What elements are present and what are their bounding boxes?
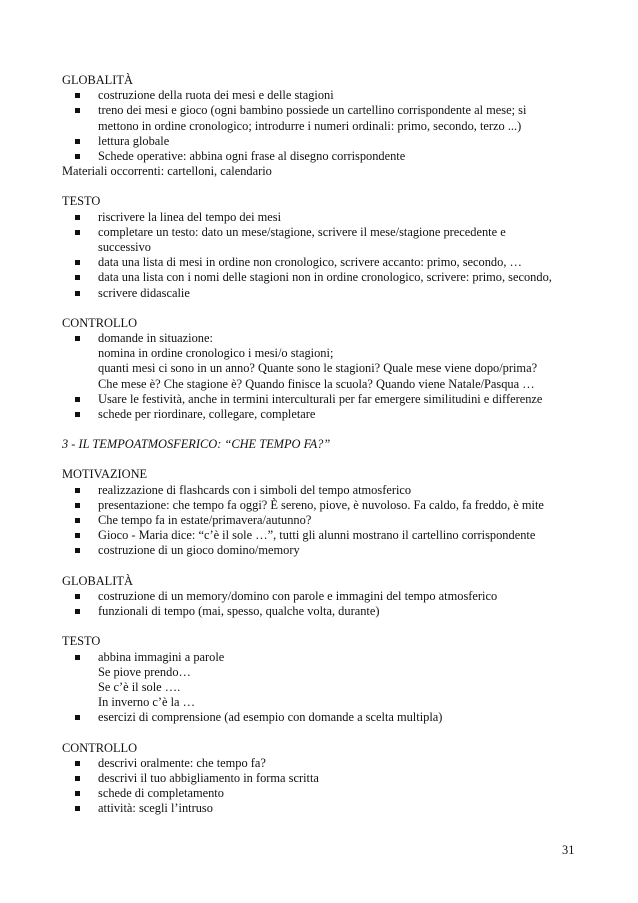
list-item-text: domande in situazione:	[98, 331, 213, 346]
square-bullet-icon	[75, 655, 80, 660]
square-bullet-icon	[75, 609, 80, 614]
list-item-text: riscrivere la linea del tempo dei mesi	[98, 209, 282, 224]
section	[62, 634, 582, 725]
bullet-list	[62, 331, 582, 422]
list-item	[62, 255, 582, 270]
section-heading: GLOBALITÀ	[62, 73, 133, 87]
list-item-text: Che mese è? Che stagione è? Quando finisce la scuola? Quando viene Natale/Pasqua …	[98, 376, 535, 391]
list-item-text: Gioco - Maria dice: “c’è il sole …”, tutti gli alunni mostrano il cartellino corrispondente	[98, 528, 536, 543]
list-item-text: completare un testo: dato un mese/stagione, scrivere il mese/stagione precedente e	[98, 224, 506, 239]
list-item	[62, 543, 582, 558]
square-bullet-icon	[75, 715, 80, 720]
materials-note: Materiali occorrenti: cartelloni, calendario	[62, 164, 272, 179]
list-item-text: nomina in ordine cronologico i mesi/o stagioni;	[98, 346, 334, 361]
section	[62, 437, 582, 452]
square-bullet-icon	[75, 806, 80, 811]
list-item	[62, 528, 582, 543]
list-item-text: realizzazione di flashcards con i simboli del tempo atmosferico	[98, 482, 412, 497]
square-bullet-icon	[75, 776, 80, 781]
square-bullet-icon	[75, 412, 80, 417]
square-bullet-icon	[75, 108, 80, 113]
square-bullet-icon	[75, 230, 80, 235]
section-heading: TESTO	[62, 194, 101, 209]
section	[62, 194, 582, 300]
section-heading: GLOBALITÀ	[62, 573, 133, 588]
list-item	[62, 225, 582, 255]
list-item	[62, 149, 582, 164]
list-item-text: Se c’è il sole ….	[98, 679, 181, 694]
list-item	[62, 134, 582, 149]
list-item-text: Usare le festività, anche in termini interculturali per far emergere similitudini e differenze	[98, 391, 543, 406]
square-bullet-icon	[75, 533, 80, 538]
list-item-text: data una lista di mesi in ordine non cronologico, scrivere accanto: primo, secondo, …	[98, 255, 522, 270]
list-item-text: scrivere didascalie	[98, 285, 190, 300]
list-item-text: mettono in ordine cronologico; introdurre i numeri ordinali: primo, secondo, terzo ...)	[98, 118, 522, 133]
list-item-text: esercizi di comprensione (ad esempio con domande a scelta multipla)	[98, 710, 443, 725]
list-item-text: In inverno c’è la …	[98, 695, 196, 710]
list-item-text: costruzione di un memory/domino con parole e immagini del tempo atmosferico	[98, 588, 498, 603]
list-item-text: costruzione della ruota dei mesi e delle stagioni	[98, 88, 334, 103]
square-bullet-icon	[75, 397, 80, 402]
square-bullet-icon	[75, 139, 80, 144]
list-item-text: Schede operative: abbina ogni frase al disegno corrispondente	[98, 149, 406, 164]
list-item-text: successivo	[98, 240, 151, 255]
list-item	[62, 801, 582, 816]
section-heading: MOTIVAZIONE	[62, 467, 148, 482]
square-bullet-icon	[75, 336, 80, 341]
section-heading: CONTROLLO	[62, 315, 138, 330]
square-bullet-icon	[75, 503, 80, 508]
section-heading: CONTROLLO	[62, 740, 138, 755]
list-item-text: costruzione di un gioco domino/memory	[98, 543, 300, 558]
bullet-list	[62, 88, 582, 164]
section	[62, 316, 582, 422]
square-bullet-icon	[75, 291, 80, 296]
section-heading: TESTO	[62, 634, 101, 649]
list-item	[62, 756, 582, 771]
page-content	[62, 73, 582, 832]
list-item	[62, 103, 582, 133]
list-item-text: descrivi il tuo abbigliamento in forma scritta	[98, 770, 319, 785]
bullet-list	[62, 650, 582, 726]
list-item-text: funzionali di tempo (mai, spesso, qualche volta, durante)	[98, 604, 380, 619]
section	[62, 467, 582, 558]
section	[62, 741, 582, 817]
list-item-text: presentazione: che tempo fa oggi? È sereno, piove, è nuvoloso. Fa caldo, fa freddo, è mite	[98, 497, 544, 512]
list-item	[62, 498, 582, 513]
list-item	[62, 210, 582, 225]
square-bullet-icon	[75, 488, 80, 493]
square-bullet-icon	[75, 548, 80, 553]
square-bullet-icon	[75, 154, 80, 159]
list-item	[62, 786, 582, 801]
list-item	[62, 589, 582, 604]
list-item	[62, 513, 582, 528]
list-item	[62, 710, 582, 725]
list-item	[62, 407, 582, 422]
square-bullet-icon	[75, 594, 80, 599]
list-item	[62, 88, 582, 103]
list-item-text: treno dei mesi e gioco (ogni bambino possiede un cartellino corrispondente al mese; si	[98, 103, 527, 118]
list-item	[62, 286, 582, 301]
list-item-text: Che tempo fa in estate/primavera/autunno?	[98, 513, 312, 528]
list-item-text: Se piove prendo…	[98, 664, 191, 679]
page-number: 31	[562, 843, 575, 857]
list-item	[62, 483, 582, 498]
list-item-text: data una lista con i nomi delle stagioni non in ordine cronologico, scrivere: primo, secondo,	[98, 270, 552, 285]
list-item	[62, 392, 582, 407]
list-item-text: attività: scegli l’intruso	[98, 801, 213, 816]
list-item-text: quanti mesi ci sono in un anno? Quante sono le stagioni? Quale mese viene dopo/prima?	[98, 361, 538, 376]
square-bullet-icon	[75, 518, 80, 523]
list-item	[62, 270, 582, 285]
square-bullet-icon	[75, 761, 80, 766]
bullet-list	[62, 589, 582, 619]
list-item	[62, 771, 582, 786]
section	[62, 73, 582, 179]
bullet-list	[62, 756, 582, 817]
square-bullet-icon	[75, 215, 80, 220]
list-item-text: lettura globale	[98, 133, 170, 148]
chapter-heading: 3 - IL TEMPOATMOSFERICO: “CHE TEMPO FA?”	[62, 437, 331, 452]
bullet-list	[62, 483, 582, 559]
list-item	[62, 331, 582, 392]
square-bullet-icon	[75, 275, 80, 280]
square-bullet-icon	[75, 791, 80, 796]
list-item-text: descrivi oralmente: che tempo fa?	[98, 755, 266, 770]
list-item-text: schede per riordinare, collegare, completare	[98, 407, 316, 422]
list-item-text: abbina immagini a parole	[98, 649, 225, 664]
square-bullet-icon	[75, 93, 80, 98]
list-item-text: schede di completamento	[98, 786, 224, 801]
bullet-list	[62, 210, 582, 301]
list-item	[62, 604, 582, 619]
section	[62, 574, 582, 620]
square-bullet-icon	[75, 260, 80, 265]
list-item	[62, 650, 582, 711]
